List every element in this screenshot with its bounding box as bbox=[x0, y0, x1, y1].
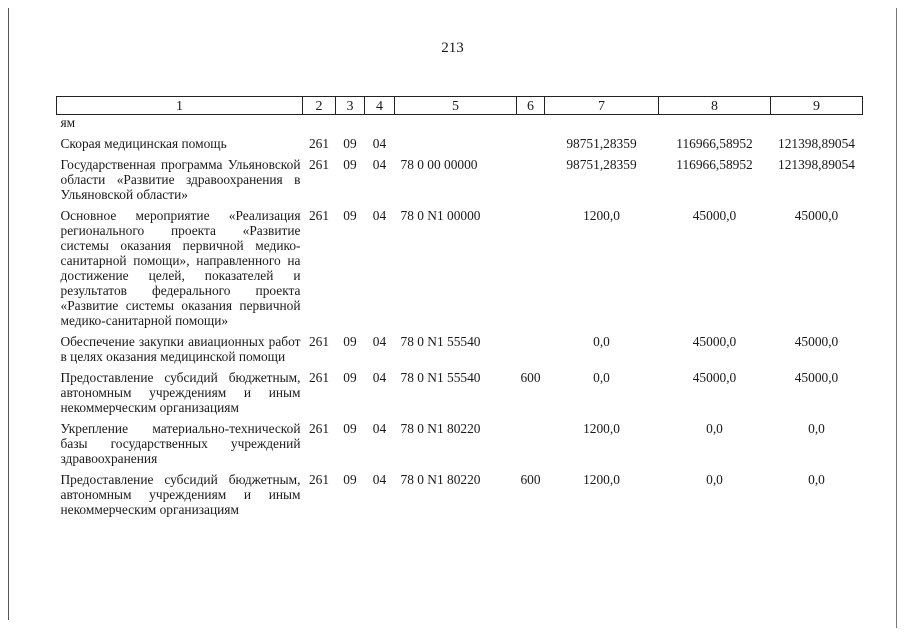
table-header-row bbox=[57, 97, 863, 115]
cell-vr: 600 bbox=[520, 370, 541, 385]
cell-year3: 45000,0 bbox=[794, 208, 839, 223]
cell-year2: 116966,58952 bbox=[676, 136, 753, 151]
cell-year1: 98751,28359 bbox=[566, 157, 637, 172]
cell-csr: 78 0 N1 80220 bbox=[400, 421, 481, 436]
cell-gr: 261 bbox=[308, 136, 330, 151]
cell-year1: 98751,28359 bbox=[566, 136, 637, 151]
cell-year2: 45000,0 bbox=[692, 334, 737, 349]
cell-year1: 0,0 bbox=[593, 334, 610, 349]
left-margin-rule bbox=[8, 8, 9, 620]
table-row bbox=[57, 157, 863, 208]
cell-vr bbox=[517, 136, 545, 157]
cell-vr bbox=[517, 421, 545, 472]
cell-csr: 78 0 N1 55540 bbox=[400, 370, 481, 385]
cell-gr: 261 bbox=[308, 370, 330, 385]
cell-year2 bbox=[659, 115, 771, 137]
cell-rz: 09 bbox=[343, 136, 357, 151]
cell-year2: 45000,0 bbox=[692, 370, 737, 385]
cell-csr: 78 0 00 00000 bbox=[400, 157, 478, 172]
cell-year3: 45000,0 bbox=[794, 370, 839, 385]
cell-gr: 261 bbox=[308, 472, 330, 487]
cell-pr: 04 bbox=[372, 421, 387, 436]
cell-rz: 09 bbox=[343, 157, 357, 172]
cell-rz: 09 bbox=[343, 208, 357, 223]
cell-pr: 04 bbox=[372, 472, 387, 487]
cell-csr: 78 0 N1 55540 bbox=[400, 334, 481, 349]
row-name: Обеспечение закупки авиационных работ в целях оказания медицинской помощи bbox=[60, 334, 301, 364]
cell-year1: 1200,0 bbox=[583, 472, 620, 487]
column-header: 1 bbox=[57, 97, 303, 115]
cell-gr bbox=[303, 115, 336, 137]
cell-gr: 261 bbox=[308, 157, 330, 172]
table-row bbox=[57, 472, 863, 523]
column-header: 3 bbox=[336, 97, 365, 115]
cell-pr: 04 bbox=[372, 334, 387, 349]
cell-year3: 0,0 bbox=[808, 421, 825, 436]
cell-year1 bbox=[545, 115, 659, 137]
cell-year2: 116966,58952 bbox=[676, 157, 753, 172]
table-row bbox=[57, 136, 863, 157]
cell-year3: 0,0 bbox=[808, 472, 825, 487]
cell-rz bbox=[336, 115, 365, 137]
cell-csr bbox=[395, 136, 517, 157]
table-row bbox=[57, 208, 863, 334]
row-name: Основное мероприятие «Реализация регионального проекта «Развитие системы оказания первичной медико-санитарной помощи», направленного на достижение целей, показателей и результатов федерального проекта «Развитие системы оказания первичной медико-санитарной помощи» bbox=[60, 208, 301, 328]
cell-year2: 45000,0 bbox=[692, 208, 737, 223]
cell-year3 bbox=[771, 115, 863, 137]
cell-year2: 0,0 bbox=[706, 421, 723, 436]
table-row bbox=[57, 115, 863, 137]
cell-vr bbox=[517, 334, 545, 370]
cell-vr bbox=[517, 208, 545, 334]
page-number: 213 bbox=[441, 40, 464, 56]
cell-csr bbox=[395, 115, 517, 137]
cell-pr: 04 bbox=[372, 136, 387, 151]
cell-gr: 261 bbox=[308, 334, 330, 349]
cell-year3: 121398,89054 bbox=[778, 157, 855, 172]
cell-rz: 09 bbox=[343, 370, 357, 385]
cell-pr: 04 bbox=[372, 208, 387, 223]
cell-vr bbox=[517, 115, 545, 137]
column-header: 2 bbox=[303, 97, 336, 115]
right-margin-rule bbox=[896, 8, 897, 628]
column-header: 9 bbox=[771, 97, 863, 115]
cell-pr: 04 bbox=[372, 157, 387, 172]
cell-year1: 1200,0 bbox=[583, 208, 620, 223]
cell-gr: 261 bbox=[308, 421, 330, 436]
cell-year3: 121398,89054 bbox=[778, 136, 855, 151]
row-name: Укрепление материально-технической базы государственных учреждений здравоохранения bbox=[60, 421, 301, 466]
cell-csr: 78 0 N1 80220 bbox=[400, 472, 481, 487]
cell-year1: 0,0 bbox=[593, 370, 610, 385]
row-name: ям bbox=[60, 115, 76, 130]
column-header: 4 bbox=[365, 97, 395, 115]
column-header: 6 bbox=[517, 97, 545, 115]
row-name: Предоставление субсидий бюджетным, автономным учреждениям и иным некоммерческим организациям bbox=[60, 472, 301, 517]
cell-rz: 09 bbox=[343, 421, 357, 436]
table-row bbox=[57, 421, 863, 472]
cell-year2: 0,0 bbox=[706, 472, 723, 487]
row-name: Предоставление субсидий бюджетным, автономным учреждениям и иным некоммерческим организациям bbox=[60, 370, 301, 415]
cell-year3: 45000,0 bbox=[794, 334, 839, 349]
column-header: 7 bbox=[545, 97, 659, 115]
budget-table bbox=[56, 96, 863, 523]
column-header: 5 bbox=[395, 97, 517, 115]
cell-gr: 261 bbox=[308, 208, 330, 223]
cell-pr bbox=[365, 115, 395, 137]
table-row bbox=[57, 370, 863, 421]
column-header: 8 bbox=[659, 97, 771, 115]
cell-rz: 09 bbox=[343, 334, 357, 349]
row-name: Государственная программа Ульяновской области «Развитие здравоохранения в Ульяновской области» bbox=[60, 157, 301, 202]
table-row bbox=[57, 334, 863, 370]
cell-pr: 04 bbox=[372, 370, 387, 385]
cell-csr: 78 0 N1 00000 bbox=[400, 208, 481, 223]
cell-year1: 1200,0 bbox=[583, 421, 620, 436]
cell-vr bbox=[517, 157, 545, 208]
row-name: Скорая медицинская помощь bbox=[60, 136, 227, 151]
cell-rz: 09 bbox=[343, 472, 357, 487]
cell-vr: 600 bbox=[520, 472, 541, 487]
